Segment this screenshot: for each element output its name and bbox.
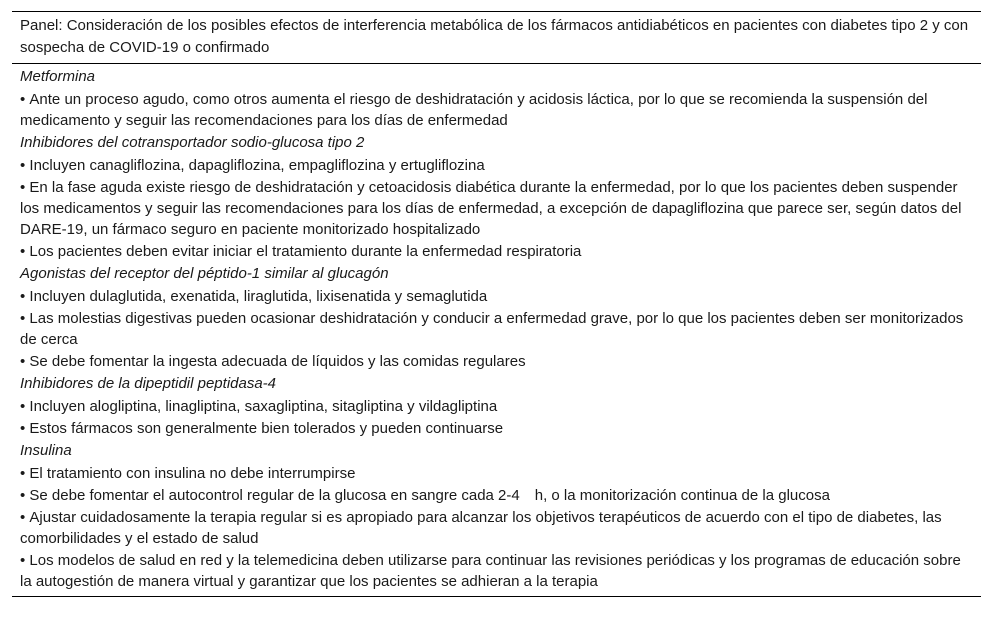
panel-table [12, 11, 981, 597]
section-isglt2 [20, 132, 973, 262]
bullet-item: • El tratamiento con insulina no debe interrumpirse [20, 463, 973, 484]
bullet-item: • Incluyen canagliflozina, dapagliflozina, empagliflozina y ertugliflozina [20, 155, 973, 176]
section-heading: Inhibidores de la dipeptidil peptidasa-4 [20, 375, 277, 392]
section-heading: Inhibidores del cotransportador sodio-glucosa tipo 2 [20, 134, 365, 151]
bullet-item: • Ajustar cuidadosamente la terapia regular si es apropiado para alcanzar los objetivos terapéuticos de acuerdo con el tipo de diabetes, las comorbilidades y el estado de salud [20, 507, 973, 549]
bullet-item: • Se debe fomentar la ingesta adecuada de líquidos y las comidas regulares [20, 351, 973, 372]
bullet-item: • Ante un proceso agudo, como otros aumenta el riesgo de deshidratación y acidosis láctica, por lo que se recomienda la suspensión del medicamento y seguir las recomendaciones para los días de enfermedad [20, 89, 973, 131]
bullet-item: • Incluyen dulaglutida, exenatida, liraglutida, lixisenatida y semaglutida [20, 286, 973, 307]
bullet-item: • Incluyen alogliptina, linagliptina, saxagliptina, sitagliptina y vildagliptina [20, 396, 973, 417]
panel-body [12, 64, 981, 596]
bullet-item: • Los pacientes deben evitar iniciar el tratamiento durante la enfermedad respiratoria [20, 241, 973, 262]
panel-title: Panel: Consideración de los posibles efectos de interferencia metabólica de los fármacos antidiabéticos en pacientes con diabetes tipo 2 y con sospecha de COVID-19 o confirmado [12, 12, 981, 64]
bullet-item: • Las molestias digestivas pueden ocasionar deshidratación y conducir a enfermedad grave, por lo que los pacientes deben ser monitorizados de cerca [20, 308, 973, 350]
section-dpp4 [20, 373, 973, 439]
section-heading: Metformina [20, 68, 96, 85]
section-metformina [20, 66, 973, 131]
bullet-item: • Los modelos de salud en red y la telemedicina deben utilizarse para continuar las revisiones periódicas y los programas de educación sobre la autogestión de manera virtual y garantizar que los pacientes se adhieran a la terapia [20, 550, 973, 592]
section-glp1 [20, 263, 973, 372]
section-heading: Agonistas del receptor del péptido-1 similar al glucagón [20, 265, 389, 282]
section-insulina [20, 440, 973, 592]
bullet-item: • Estos fármacos son generalmente bien tolerados y pueden continuarse [20, 418, 973, 439]
bullet-item: • Se debe fomentar el autocontrol regular de la glucosa en sangre cada 2-4 h, o la monitorización continua de la glucosa [20, 485, 973, 506]
bullet-item: • En la fase aguda existe riesgo de deshidratación y cetoacidosis diabética durante la enfermedad, por lo que los pacientes deben suspender los medicamentos y seguir las recomendaciones para los días de enfermedad, a excepción de dapagliflozina que parece ser, según datos del DARE-19, un fármaco seguro en paciente monitorizado hospitalizado [20, 177, 973, 240]
section-heading: Insulina [20, 442, 72, 459]
